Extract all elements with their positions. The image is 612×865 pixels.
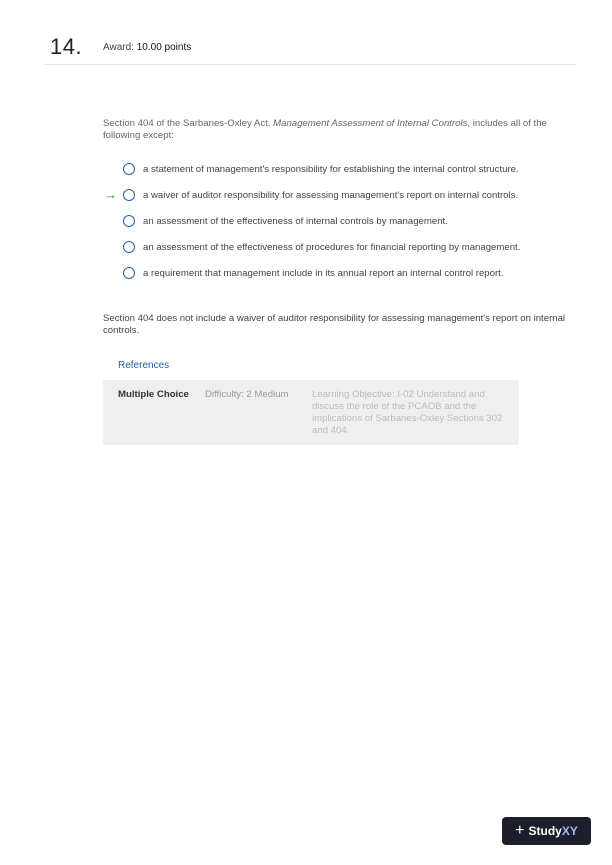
option-a[interactable] bbox=[123, 161, 573, 177]
references-box bbox=[103, 380, 519, 445]
option-e[interactable] bbox=[123, 265, 573, 281]
question-text bbox=[103, 118, 573, 142]
difficulty-level: Difficulty: 2 Medium bbox=[205, 389, 289, 400]
award-label: Award: bbox=[103, 42, 134, 53]
studyxy-logo bbox=[502, 817, 591, 845]
option-b[interactable] bbox=[123, 187, 573, 203]
plus-icon: + bbox=[515, 822, 525, 839]
logo-text-study: Study bbox=[528, 824, 562, 838]
radio-button-icon[interactable] bbox=[123, 241, 135, 253]
question-italic-title: Management Assessment of Internal Controls bbox=[273, 118, 468, 129]
logo-text-xy: XY bbox=[561, 824, 578, 838]
question-suffix: , includes all of the following except: bbox=[103, 118, 547, 141]
option-d[interactable] bbox=[123, 239, 573, 255]
answer-explanation: Section 404 does not include a waiver of auditor responsibility for assessing management's report on internal controls. bbox=[103, 313, 566, 336]
question-header bbox=[45, 34, 576, 65]
radio-button-icon[interactable] bbox=[123, 189, 135, 201]
award-info bbox=[103, 42, 191, 53]
correct-answer-arrow-icon: → bbox=[104, 187, 117, 202]
award-value: 10.00 points bbox=[136, 42, 192, 53]
question-prefix: Section 404 of the Sarbanes-Oxley Act, bbox=[103, 118, 274, 129]
option-label: a waiver of auditor responsibility for assessing management's report on internal controls. bbox=[143, 189, 519, 201]
learning-objective: Learning Objective: I-02 Understand and discuss the role of the PCAOB and the implications of Sarbanes-Oxley Sections 302 and 404. bbox=[312, 389, 503, 436]
option-label: a requirement that management include in its annual report an internal control report. bbox=[143, 267, 504, 279]
radio-button-icon[interactable] bbox=[123, 267, 135, 279]
question-number: 14. bbox=[50, 34, 83, 59]
option-label: a statement of management's responsibility for establishing the internal control structure. bbox=[143, 163, 519, 175]
option-label: an assessment of the effectiveness of internal controls by management. bbox=[143, 215, 448, 227]
radio-button-icon[interactable] bbox=[123, 215, 135, 227]
option-c[interactable] bbox=[123, 213, 573, 229]
references-link[interactable]: References bbox=[118, 360, 170, 371]
question-type: Multiple Choice bbox=[118, 389, 189, 400]
radio-button-icon[interactable] bbox=[123, 163, 135, 175]
option-label: an assessment of the effectiveness of procedures for financial reporting by management. bbox=[143, 241, 521, 253]
